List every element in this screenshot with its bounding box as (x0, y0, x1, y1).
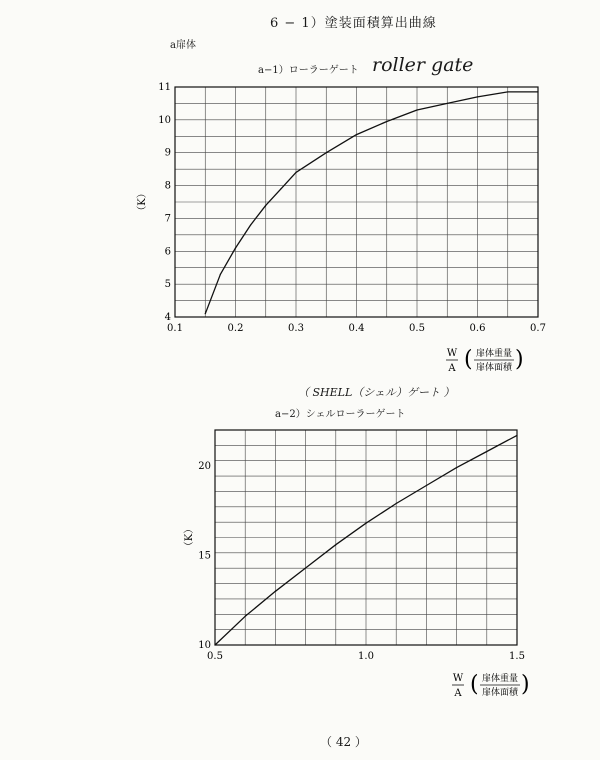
x-tick-label: 1.0 (358, 651, 374, 662)
x-axis-label-paren-close: ) (515, 347, 524, 372)
chart1-handwritten-note: roller gate (372, 54, 474, 76)
chart2-subtitle: a−2）シェルローラーゲート (275, 409, 406, 420)
x-axis-label-paren-denominator: 扉体面積 (475, 363, 513, 373)
data-point (245, 616, 246, 617)
x-axis-label-paren-numerator: 扉体重量 (475, 349, 513, 359)
data-point (516, 435, 517, 436)
x-tick-label: 0.1 (167, 323, 183, 334)
data-point (456, 467, 457, 468)
x-axis-label-paren-denominator: 扉体面積 (481, 688, 519, 698)
x-axis-label-paren-open: ( (470, 672, 479, 697)
section-label: a扉体 (170, 40, 196, 51)
x-axis-label-paren-open: ( (464, 347, 473, 372)
x-tick-label: 0.4 (348, 323, 365, 334)
y-tick-label: 10 (158, 114, 171, 126)
x-tick-label: 0.5 (207, 651, 223, 662)
x-tick-label: 0.2 (227, 323, 244, 334)
x-tick-label: 0.3 (288, 323, 304, 334)
x-axis-label-paren-close: ) (521, 672, 530, 697)
x-axis-label-numerator: W (446, 348, 458, 359)
y-tick-label: 10 (198, 640, 211, 651)
y-tick-label: 15 (198, 550, 211, 562)
x-axis-label-paren-numerator: 扉体重量 (481, 674, 519, 684)
data-point (396, 503, 397, 504)
x-tick-label: 0.7 (530, 323, 546, 334)
data-point (214, 644, 215, 645)
y-tick-label: 8 (164, 180, 171, 192)
y-tick-label: 7 (164, 213, 171, 225)
y-tick-label: 4 (164, 312, 171, 323)
chart2-handwritten-note: （ SHELL（シェル）ゲート ） (298, 386, 455, 399)
data-point (365, 523, 366, 524)
y-tick-label: 6 (164, 246, 171, 258)
data-point (486, 451, 487, 452)
x-axis-label-denominator: A (454, 688, 462, 699)
data-point (305, 567, 306, 568)
x-axis-label-numerator: W (452, 673, 464, 684)
y-tick-label: 9 (164, 147, 171, 159)
x-tick-label: 0.6 (469, 323, 486, 334)
page-number: （ 42 ） (320, 735, 367, 749)
data-point (426, 485, 427, 486)
y-tick-label: 11 (158, 82, 171, 93)
data-point (275, 591, 276, 592)
y-tick-label: 20 (198, 460, 211, 472)
chart1-subtitle: a−1）ローラーゲート (258, 65, 359, 76)
y-tick-label: 5 (164, 279, 171, 291)
y-axis-label: （K） (184, 523, 195, 552)
x-axis-label-denominator: A (448, 363, 456, 374)
data-point (335, 544, 336, 545)
page-title: 6 − 1）塗装面積算出曲線 (270, 16, 437, 31)
y-axis-label: （K） (137, 188, 148, 216)
x-tick-label: 1.5 (509, 651, 525, 662)
x-tick-label: 0.5 (409, 323, 425, 334)
